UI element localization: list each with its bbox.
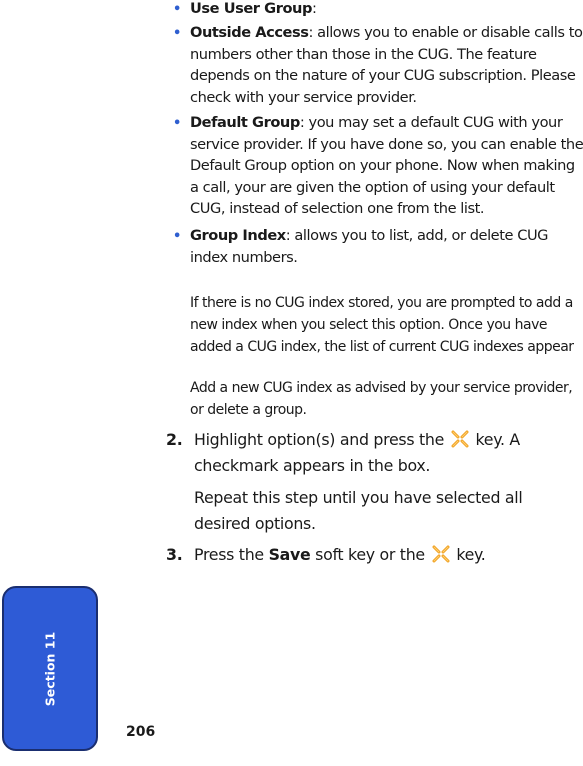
paragraph-no-index: If there is no CUG index stored, you are prompted to add a new index when you select this option. Once you have added a CUG index, the list of current CUG indexes appear [190, 295, 574, 355]
save-softkey-label: Save [268, 545, 311, 564]
step-body [194, 542, 574, 568]
step-text: soft key or the [315, 545, 425, 564]
step-3 [166, 542, 576, 572]
bullet-term: Use User Group [190, 0, 312, 17]
bullet-icon: • [173, 116, 181, 131]
bullet-outside-access [173, 22, 583, 108]
bullet-text: : allows you to list, add, or delete CUG index numbers. [190, 227, 549, 266]
ok-key-icon [432, 545, 450, 563]
step-text: key. A checkmark appears in the box. [194, 430, 520, 475]
bullet-term: Outside Access [190, 24, 309, 41]
bullet-text: : allows you to enable or disable calls to numbers other than those in the CUG. The feature depends on the nature of your CUG subscription. Please check with your service provider. [190, 24, 583, 106]
bullet-term: Group Index [190, 227, 286, 244]
step-2 [166, 427, 576, 537]
step-number: 3. [166, 545, 183, 564]
step-text: key. [456, 545, 486, 564]
section-tab-label: Section 11 [42, 631, 58, 706]
page-number: 206 [126, 724, 156, 740]
bullet-group-index [173, 225, 583, 268]
bullet-text: : you may set a default CUG with your service provider. If you have done so, you can enable the Default Group option on your phone. Now when making a call, your are given the option of using your default CUG, instead of selection one from the list. [190, 114, 583, 217]
section-tab [2, 586, 98, 751]
ok-key-icon [451, 430, 469, 448]
bullet-term: Default Group [190, 114, 300, 131]
step-text: Highlight option(s) and press the [194, 430, 445, 449]
bullet-icon: • [173, 26, 181, 41]
paragraph-add-index: Add a new CUG index as advised by your service provider, or delete a group. [190, 380, 573, 418]
bullet-text: : [311, 0, 317, 17]
bullet-icon: • [173, 229, 181, 244]
step-extra: Repeat this step until you have selected all desired options. [194, 488, 523, 533]
step-text: Press the [194, 545, 264, 564]
bullet-icon: • [173, 2, 181, 17]
bullet-default-group [173, 112, 583, 220]
bullet-use-user-group [173, 0, 583, 20]
step-body [194, 427, 574, 537]
step-number: 2. [166, 430, 183, 449]
